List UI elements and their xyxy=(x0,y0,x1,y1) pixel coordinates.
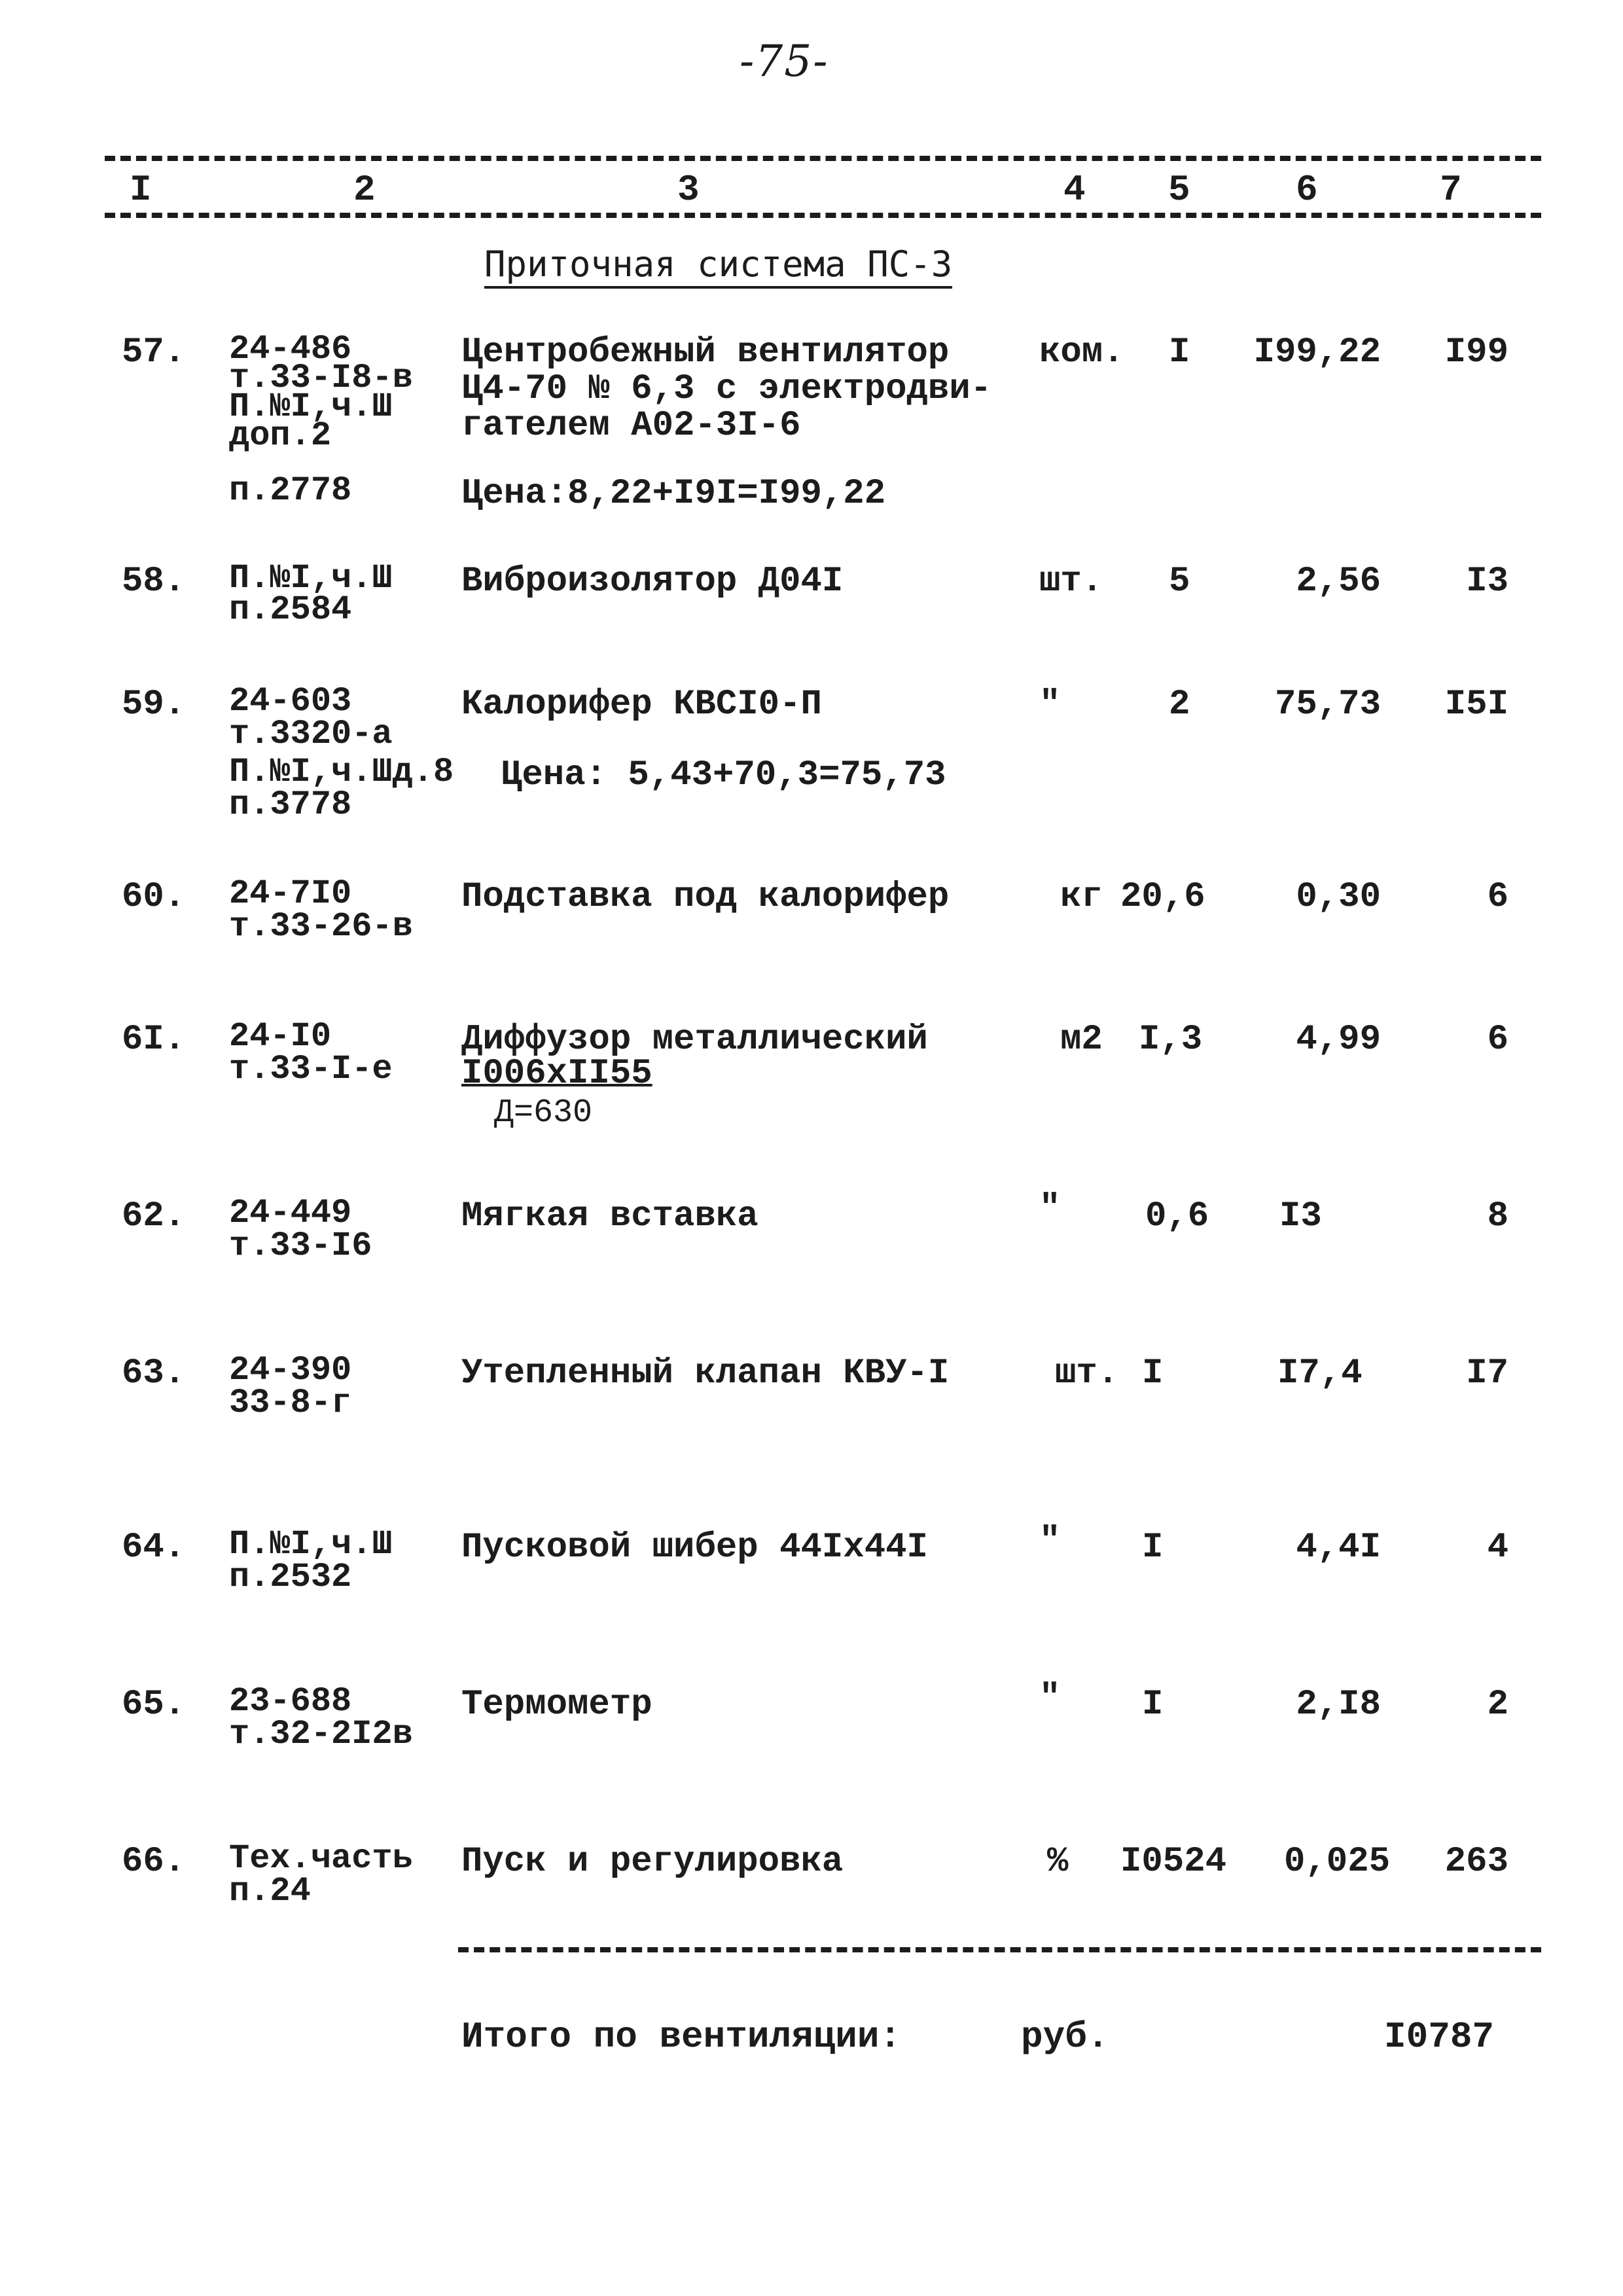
diffuser-diameter: Д=630 xyxy=(494,1094,593,1132)
row-number: 65. xyxy=(122,1685,186,1725)
row-name-line: Ц4-70 № 6,3 с электродви- xyxy=(461,369,992,409)
row-name-line: Пусковой шибер 44Iх44I xyxy=(461,1528,928,1568)
header-col-1: I xyxy=(130,169,152,211)
total-label: Итого по вентиляции: xyxy=(461,2016,902,2058)
row-price-note: Цена: 5,43+70,3=75,73 xyxy=(501,755,946,795)
total-unit: руб. xyxy=(1021,2016,1109,2058)
row-total: I99 xyxy=(1444,332,1508,372)
row-number: 6I. xyxy=(122,1020,186,1060)
row-code-line: т.33-I6 xyxy=(229,1227,372,1265)
row-name-line: Калорифер КВСI0-П xyxy=(461,685,822,725)
row-quantity: 2 xyxy=(1169,685,1190,725)
row-unit: " xyxy=(1039,1521,1061,1561)
row-code-line: 24-486 xyxy=(229,330,352,368)
row-unit: шт. xyxy=(1055,1354,1119,1393)
total-value: I0787 xyxy=(1384,2016,1495,2058)
row-code-line: 33-8-г xyxy=(229,1384,352,1422)
row-name-line: Мягкая вставка xyxy=(461,1196,758,1236)
row-code-line: т.33-26-в xyxy=(229,907,413,946)
row-unit-price: I99,22 xyxy=(1253,332,1381,372)
row-code-line: П.№I,ч.Ш xyxy=(229,387,393,426)
row-quantity: I xyxy=(1142,1354,1164,1393)
row-number: 58. xyxy=(122,562,186,601)
row-unit: ком. xyxy=(1039,332,1124,372)
row-code-line: п.24 xyxy=(229,1872,311,1910)
row-quantity: 0,6 xyxy=(1145,1196,1209,1236)
row-name-line: Подставка под калорифер xyxy=(461,877,950,917)
row-unit-price: I3 xyxy=(1279,1196,1322,1236)
row-unit: % xyxy=(1047,1842,1069,1882)
row-code-line: П.№I,ч.Ш xyxy=(229,559,393,598)
row-total: 4 xyxy=(1487,1528,1508,1568)
row-name-line: Виброизолятор Д04I xyxy=(461,562,844,601)
row-total: 2 xyxy=(1487,1685,1508,1725)
row-number: 63. xyxy=(122,1354,186,1393)
row-code-line: т.32-2I2в xyxy=(229,1715,413,1753)
row-quantity: I,3 xyxy=(1139,1020,1203,1060)
row-unit-price: 75,73 xyxy=(1274,685,1381,725)
row-unit-price: I7,4 xyxy=(1277,1354,1363,1393)
row-code-line: п.2532 xyxy=(229,1558,352,1596)
row-total: I5I xyxy=(1444,685,1508,725)
row-quantity: 5 xyxy=(1169,562,1190,601)
row-price-note: Цена:8,22+I9I=I99,22 xyxy=(461,474,886,514)
row-total: 8 xyxy=(1487,1196,1508,1236)
row-code-line: п.2778 xyxy=(229,471,352,510)
row-total: 263 xyxy=(1444,1842,1508,1882)
row-unit-price: 0,025 xyxy=(1284,1842,1391,1882)
row-quantity: I0524 xyxy=(1120,1842,1227,1882)
row-number: 57. xyxy=(122,332,186,372)
row-code-line: т.33-I8-в xyxy=(229,359,413,397)
row-code-line: т.33-I-е xyxy=(229,1050,393,1088)
row-name-line: Центробежный вентилятор xyxy=(461,332,950,372)
row-code-line: 23-688 xyxy=(229,1682,352,1721)
page-number: -75- xyxy=(740,36,829,86)
header-col-3: 3 xyxy=(677,169,700,211)
row-unit: м2 xyxy=(1060,1020,1103,1060)
row-unit: " xyxy=(1039,1678,1061,1718)
row-total: 6 xyxy=(1487,1020,1508,1060)
row-code-line: 24-I0 xyxy=(229,1017,332,1056)
row-number: 60. xyxy=(122,877,186,917)
row-unit: кг xyxy=(1060,877,1103,917)
row-number: 64. xyxy=(122,1528,186,1568)
row-name-line: Термометр xyxy=(461,1685,652,1725)
row-unit-price: 0,30 xyxy=(1296,877,1381,917)
row-quantity: I xyxy=(1169,332,1190,372)
row-unit: " xyxy=(1039,1189,1061,1229)
diffuser-size-fraction: I006xII55 xyxy=(461,1054,652,1094)
row-total: I3 xyxy=(1466,562,1508,601)
row-total: 6 xyxy=(1487,877,1508,917)
totals-rule xyxy=(458,1947,1541,1952)
row-unit: шт. xyxy=(1039,562,1103,601)
row-name-line: гателем А02-3I-6 xyxy=(461,406,801,446)
row-code-line: т.3320-а xyxy=(229,715,393,753)
section-title: Приточная система ПС-3 xyxy=(484,243,952,289)
row-name-line: Пуск и регулировка xyxy=(461,1842,844,1882)
row-number: 66. xyxy=(122,1842,186,1882)
row-code-line: п.3778 xyxy=(229,785,352,824)
header-col-2: 2 xyxy=(353,169,376,211)
row-code-line: П.№I,ч.Ш xyxy=(229,1525,393,1564)
header-col-5: 5 xyxy=(1168,169,1190,211)
row-unit: " xyxy=(1039,685,1061,725)
row-unit-price: 4,4I xyxy=(1296,1528,1381,1568)
row-code-line: П.№I,ч.Шд.8 xyxy=(229,753,454,791)
row-code-line: 24-7I0 xyxy=(229,874,352,913)
row-code-line: 24-390 xyxy=(229,1351,352,1390)
header-bottom-rule xyxy=(105,213,1541,218)
header-col-7: 7 xyxy=(1440,169,1462,211)
row-code-line: п.2584 xyxy=(229,590,352,629)
row-code-line: доп.2 xyxy=(229,416,332,455)
row-unit-price: 2,I8 xyxy=(1296,1685,1381,1725)
row-code-line: 24-603 xyxy=(229,682,352,721)
row-number: 59. xyxy=(122,685,186,725)
row-unit-price: 4,99 xyxy=(1296,1020,1381,1060)
row-total: I7 xyxy=(1466,1354,1508,1393)
row-name-line: Утепленный клапан КВУ-I xyxy=(461,1354,950,1393)
row-unit-price: 2,56 xyxy=(1296,562,1381,601)
row-number: 62. xyxy=(122,1196,186,1236)
row-quantity: 20,6 xyxy=(1120,877,1205,917)
row-code-line: Тех.часть xyxy=(229,1839,413,1878)
header-top-rule xyxy=(105,156,1541,161)
row-name-line: Диффузор металлический xyxy=(461,1020,928,1060)
row-quantity: I xyxy=(1142,1685,1164,1725)
row-quantity: I xyxy=(1142,1528,1164,1568)
header-col-6: 6 xyxy=(1296,169,1318,211)
row-code-line: 24-449 xyxy=(229,1194,352,1232)
header-col-4: 4 xyxy=(1063,169,1086,211)
